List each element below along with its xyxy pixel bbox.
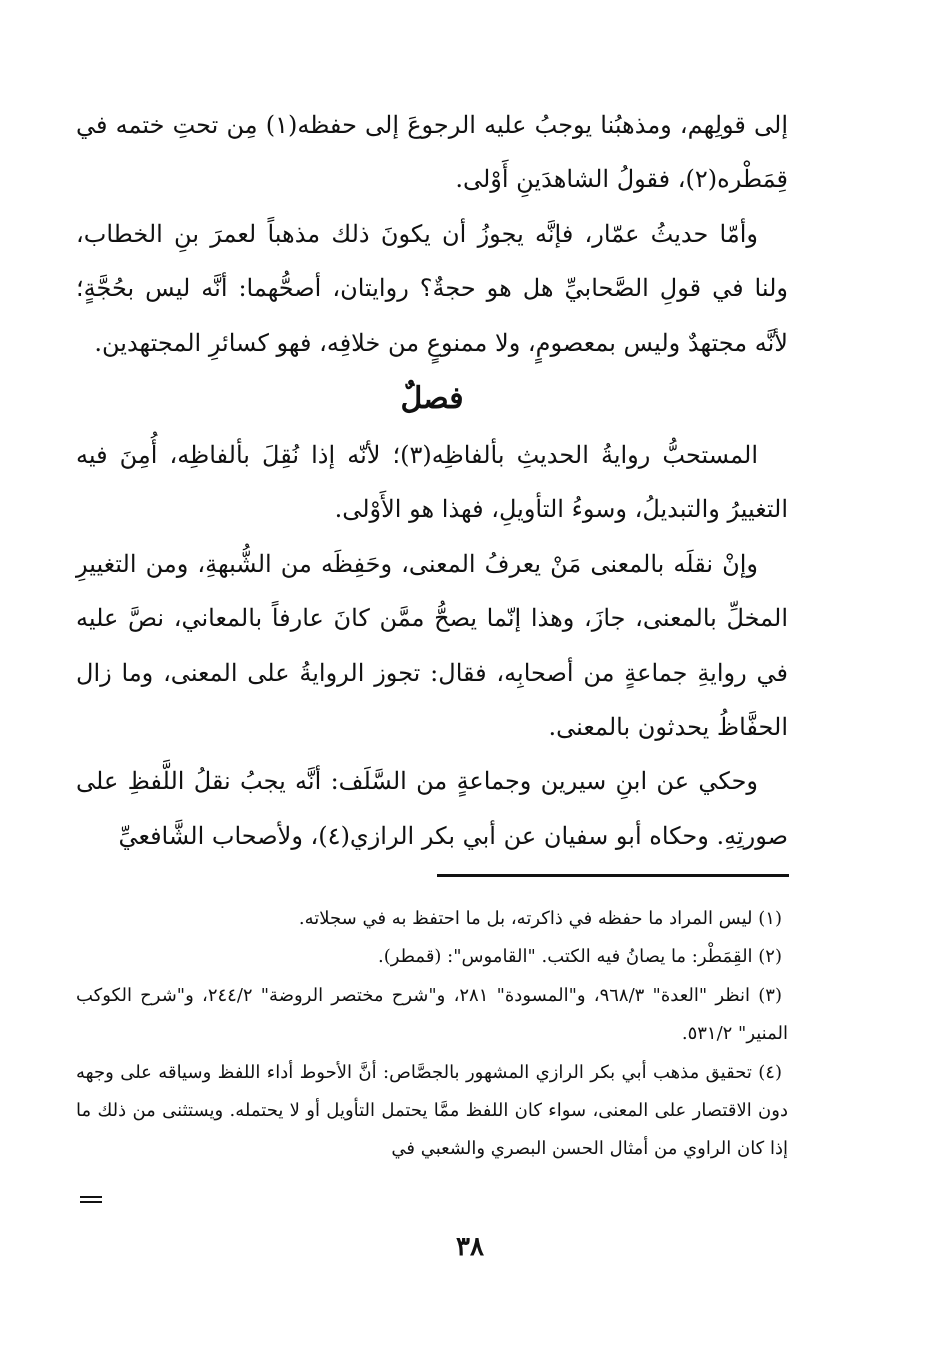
footnote-1: (١) ليس المراد ما حفظه في ذاكرته، بل ما احتفظ به في سجلاته. [298, 908, 782, 929]
footnote-3: (٣) انظر "العدة" ٩٦٨/٣، و"المسودة" ٢٨١، و"شرح مختصر الروضة" ٢٤٤/٢، و"شرح الكوكب المنير" ٥٣١/٢. [76, 984, 788, 1045]
footnote-2: (٢) القِمَطْر: ما يصانُ فيه الكتب. "القاموس": (قمطر). [377, 946, 782, 968]
continuation-mark [80, 1196, 102, 1205]
footnote-divider [437, 874, 789, 877]
main-text [76, 98, 788, 863]
footnote-4: (٤) تحقيق مذهب أبي بكر الرازي المشهور بالجصَّاص: أنَّ الأحوط أداء اللفظ وسياقه على وجهه دون الاقتصار على المعنى، سواء كان اللفظ ممَّا يحتمل التأويل أو لا يحتمله. ويستثنى من ذلك ما إذا كان الراوي من أمثال الحسن البصري والشعبي في [76, 1061, 788, 1160]
paragraph-1: إلى قولِهم، ومذهبُنا يوجبُ عليه الرجوعَ إلى حفظه(١) مِن تحتِ ختمه في قِمَطْره(٢)، فقولُ الشاهدَينِ أَوْلى. [76, 111, 789, 194]
paragraph-4: وإنْ نقلَه بالمعنى مَنْ يعرفُ المعنى، وحَفِظَه من الشُّبهةِ، ومن التغييرِ المخلِّ بالمعنى، جازَ، وهذا إنّما يصحُّ ممَّن كانَ عارفاً بالمعاني، نصَّ عليه في روايةِ جماعةٍ من أصحابِه، فقال: تجوز الروايةُ على المعنى، وما زال الحفَّاظُ يحدثون بالمعنى. [76, 549, 788, 742]
paragraph-3: المستحبُّ روايةُ الحديثِ بألفاظِه(٣)؛ لأنّه إذا نُقِلَ بألفاظِه، أُمِنَ فيه التغييرُ والتبديلُ، وسوءُ التأويلِ، فهذا هو الأَوْلى. [76, 441, 788, 524]
paragraph-2: وأمّا حديثُ عمّار، فإنَّه يجوزُ أن يكونَ ذلك مذهباً لعمرَ بنِ الخطاب، ولنا في قولِ الصَّحابيِّ هل هو حجةٌ؟ روايتان، أصحُّهما: أنَّه ليس بحُجَّةٍ؛ لأنَّه مجتهدٌ وليس بمعصومٍ، ولا ممنوعٍ من خلافِه، فهو كسائرِ المجتهدين. [76, 219, 788, 357]
paragraph-5: وحكي عن ابنِ سيرين وجماعةٍ من السَّلَف: أنَّه يجبُ نقلُ اللَّفظِ على صورتِهِ. وحكاه أبو سفيان عن أبي بكر الرازي(٤)، ولأصحاب الشَّافعيِّ [76, 767, 788, 850]
page-number: ٣٨ [456, 1232, 484, 1262]
section-heading: فصلٌ [400, 381, 464, 417]
footnotes [76, 900, 788, 1169]
